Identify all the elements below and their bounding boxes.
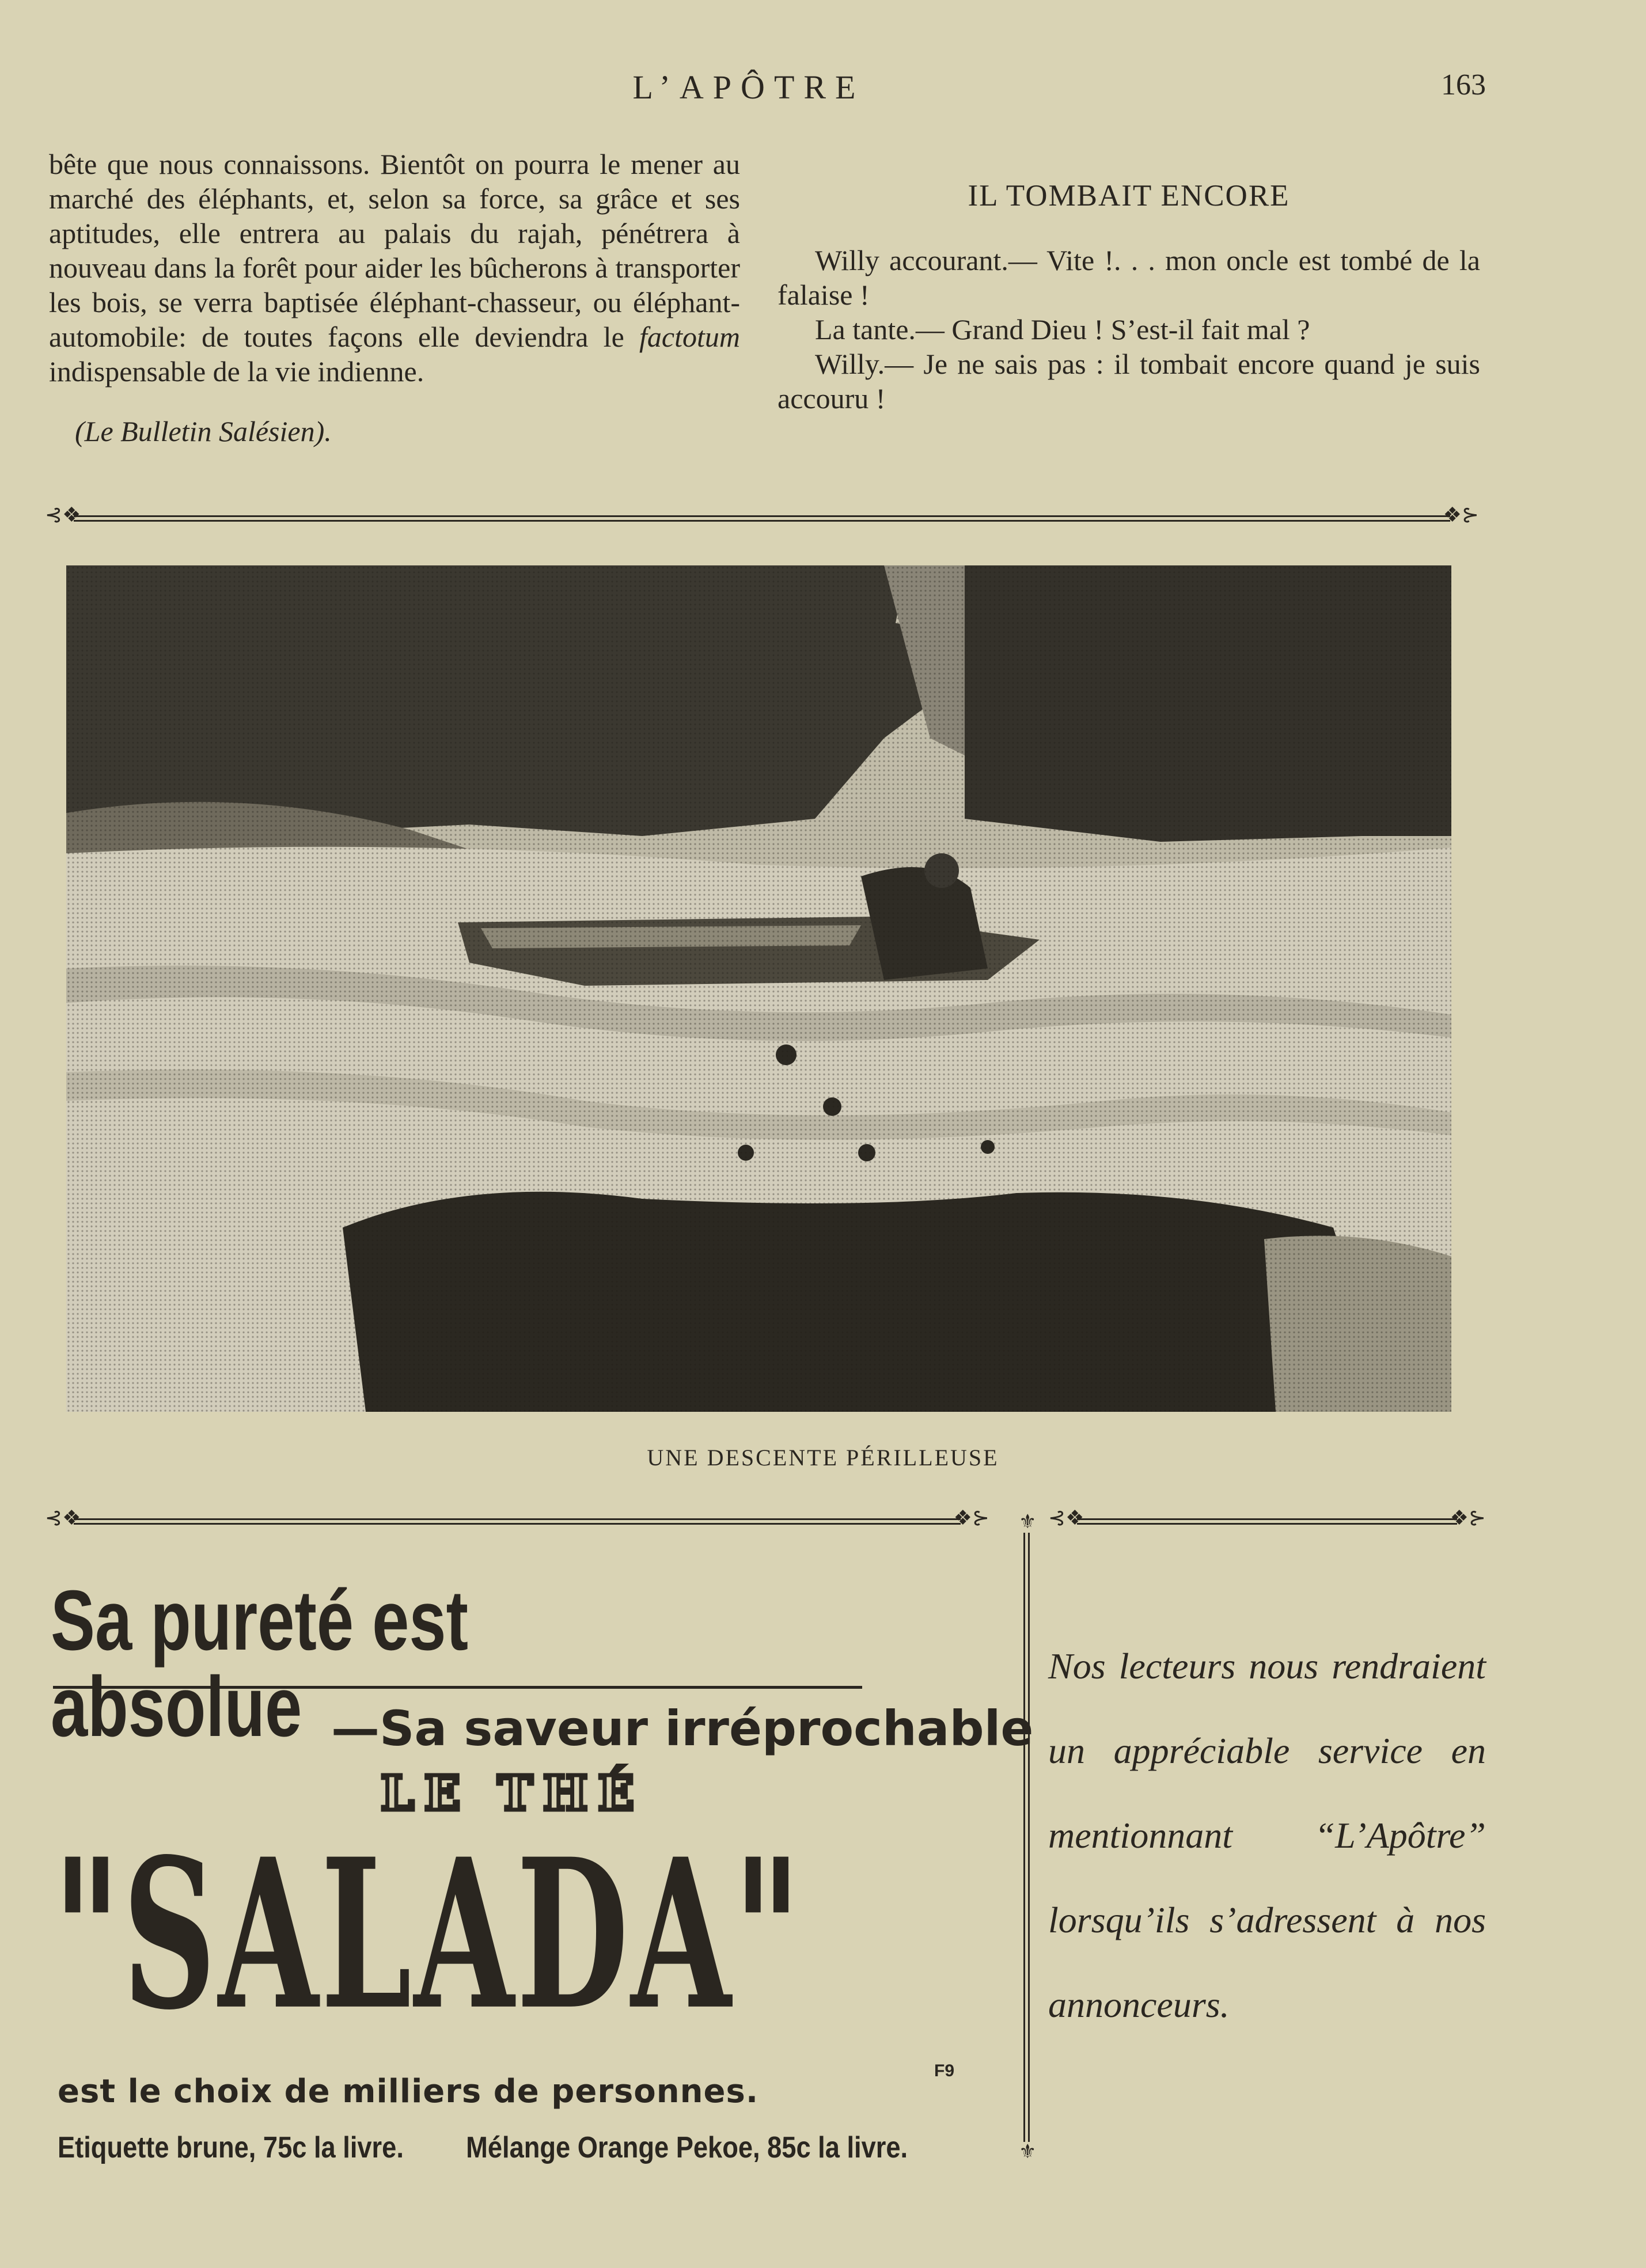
ad-headline: Sa pureté est absolue (51, 1573, 468, 1754)
ad-brand-name: "SALADA" (53, 1814, 803, 2056)
article-source: (Le Bulletin Salésien). (75, 415, 332, 447)
ad-brand-block (53, 1802, 998, 2073)
article-right-column (778, 178, 1480, 416)
divider-ornament-icon: ⚜ (1019, 1511, 1037, 1533)
divider-ornament-icon: ⚜ (1019, 2141, 1037, 2163)
fleuron-right-icon: ❖⊱ (1450, 1506, 1486, 1529)
ad-product-line: LE THÉ (381, 1766, 644, 1821)
ad-price-orange-pekoe: Mélange Orange Pekoe, 85c la livre. (466, 2131, 908, 2164)
dialogue-line: Willy.— Je ne sais pas : il tombait encore quand je suis accouru ! (778, 348, 1480, 415)
ad-headline-underline (53, 1686, 862, 1689)
paragraph-text: bête que nous connaissons. Bientôt on pourra le mener au marché des éléphants, et, selon sa force, sa grâce et ses aptitudes, elle entrera au palais du rajah, pénétrera à nouveau dans la forêt pour aider les bûcherons à transporter les bois, se verra baptisée éléphant-chasseur, ou éléphant-automobile: de toutes façons elle deviendra le (49, 148, 740, 353)
ornamental-rule-ad (45, 1506, 989, 1529)
photo-canoe-rapids (66, 565, 1451, 1412)
dialogue-line: Willy accourant.— Vite !. . . mon oncle est tombé de la falaise ! (778, 244, 1480, 311)
dialogue-line: La tante.— Grand Dieu ! S’est-il fait mal ? (815, 313, 1310, 345)
article-paragraph (49, 147, 740, 389)
emphasis-word: factotum (639, 321, 741, 353)
ad-tagline: est le choix de milliers de personnes. (58, 2073, 759, 2110)
fleuron-left-icon: ⊰❖ (1048, 1506, 1084, 1529)
fleuron-left-icon: ⊰❖ (45, 1506, 81, 1529)
ornamental-rule-top (45, 503, 1479, 526)
running-title: L’APÔTRE (632, 69, 865, 106)
canoe-rapids-image (66, 565, 1451, 1412)
paragraph-end: indispensable de la vie indienne. (49, 355, 424, 388)
advertiser-notice: Nos lecteurs nous rendraient un appréciable service en mentionnant “L’Apôtre” lorsqu’ils s’adressent à nos annonceurs. (1048, 1646, 1486, 2025)
fleuron-left-icon: ⊰❖ (45, 503, 81, 526)
ad-prices (58, 2130, 908, 2165)
anecdote-title: IL TOMBAIT ENCORE (968, 179, 1290, 212)
fleuron-right-icon: ❖⊱ (1443, 503, 1479, 526)
ad-subhead: —Sa saveur irréprochable (331, 1700, 1034, 1757)
page-number: 163 (1441, 69, 1486, 101)
page-header (0, 68, 1646, 114)
fleuron-right-icon: ❖⊱ (953, 1506, 989, 1529)
ad-price-brown-label: Etiquette brune, 75c la livre. (58, 2131, 404, 2164)
ad-code: F9 (934, 2061, 955, 2080)
photo-caption: UNE DESCENTE PÉRILLEUSE (647, 1445, 999, 1471)
vertical-divider (1018, 1512, 1035, 2163)
article-left-column (49, 147, 740, 449)
ornamental-rule-notice (1048, 1506, 1486, 1529)
